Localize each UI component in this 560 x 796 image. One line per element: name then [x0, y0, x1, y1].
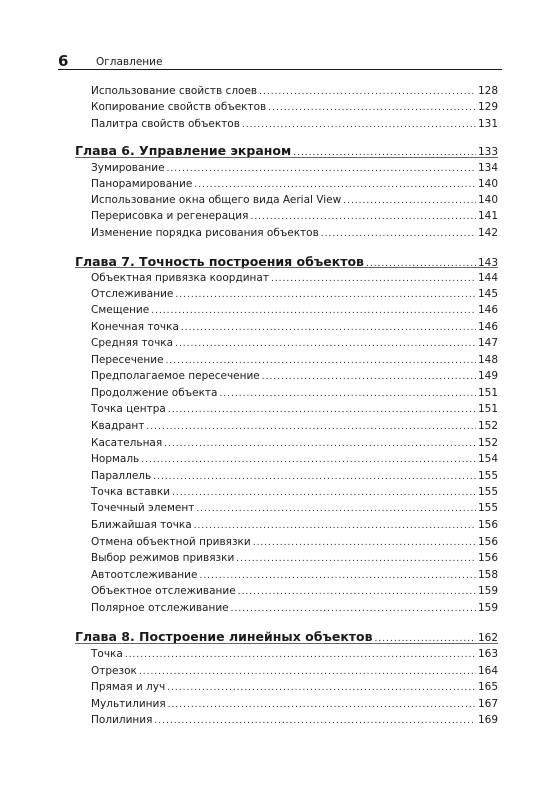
entry-title: Параллель [91, 470, 152, 482]
dot-leader [199, 571, 476, 581]
page-ref: 159 [477, 585, 498, 597]
toc-entry [91, 698, 498, 713]
toc-entry [91, 304, 498, 319]
page-ref: 145 [477, 288, 498, 300]
dot-leader [167, 164, 476, 174]
entry-title: Зумирование [91, 162, 165, 174]
page-ref: 143 [477, 257, 498, 269]
entry-title: Отрезок [91, 665, 137, 677]
dot-leader [321, 229, 476, 239]
toc-entry [91, 470, 498, 485]
toc-entry [91, 486, 498, 501]
page-ref: 155 [477, 470, 498, 482]
toc-entry [91, 178, 498, 193]
page-ref: 134 [477, 162, 498, 174]
toc-entry [91, 403, 498, 418]
entry-title: Палитра свойств объектов [91, 118, 240, 130]
page-ref: 156 [477, 552, 498, 564]
toc-entry [91, 118, 498, 133]
toc-entry [91, 602, 498, 617]
dot-leader [168, 700, 476, 710]
page-ref: 155 [477, 486, 498, 498]
toc-entry [91, 85, 498, 100]
chapter-title: Глава 8. Построение линейных объектов [75, 629, 373, 644]
chapter-rule [75, 157, 498, 158]
entry-title: Использование окна общего вида Aerial View [91, 194, 342, 206]
page-ref: 129 [477, 101, 498, 113]
toc-entry [91, 648, 498, 663]
dot-leader [141, 455, 476, 465]
toc-entry [91, 437, 498, 452]
toc-chapter-entry [75, 254, 498, 272]
page-ref: 155 [477, 502, 498, 514]
page-ref: 152 [477, 420, 498, 432]
toc-entry [91, 519, 498, 534]
dot-leader [172, 488, 476, 498]
dot-leader [153, 472, 476, 482]
entry-title: Изменение порядка рисования объектов [91, 227, 319, 239]
page-ref: 128 [477, 85, 498, 97]
page-ref: 149 [477, 370, 498, 382]
dot-leader [164, 439, 476, 449]
entry-title: Объектная привязка координат [91, 272, 269, 284]
entry-title: Полярное отслеживание [91, 602, 229, 614]
dot-leader [271, 274, 476, 284]
toc-entry [91, 552, 498, 567]
dot-leader [196, 504, 476, 514]
page-ref: 148 [477, 354, 498, 366]
dot-leader [238, 587, 476, 597]
toc-entry [91, 370, 498, 385]
dot-leader [175, 339, 476, 349]
entry-title: Прямая и луч [91, 681, 166, 693]
entry-title: Автоотслеживание [91, 569, 198, 581]
entry-title: Выбор режимов привязки [91, 552, 235, 564]
toc-entry [91, 162, 498, 177]
toc-entry [91, 387, 498, 402]
entry-title: Пересечение [91, 354, 164, 366]
page-ref: 146 [477, 304, 498, 316]
entry-title: Копирование свойств объектов [91, 101, 267, 113]
chapter-title: Глава 6. Управление экраном [75, 143, 292, 158]
chapter-rule [75, 267, 498, 268]
toc-entry [91, 354, 498, 369]
toc-entry [91, 337, 498, 352]
dot-leader [194, 180, 476, 190]
page-ref: 164 [477, 665, 498, 677]
toc-entry [91, 272, 498, 287]
page-ref: 162 [477, 632, 498, 644]
entry-title: Перерисовка и регенерация [91, 210, 249, 222]
toc-entry [91, 321, 498, 336]
entry-title: Смещение [91, 304, 150, 316]
toc-entry [91, 453, 498, 468]
page-ref: 158 [477, 569, 498, 581]
entry-title: Полилиния [91, 714, 153, 726]
entry-title: Ближайшая точка [91, 519, 192, 531]
toc-entry [91, 420, 498, 435]
page-ref: 163 [477, 648, 498, 660]
entry-title: Точка центра [91, 403, 166, 415]
page-ref: 156 [477, 536, 498, 548]
entry-title: Конечная точка [91, 321, 179, 333]
entry-title: Квадрант [91, 420, 145, 432]
toc-entry [91, 681, 498, 696]
dot-leader [219, 389, 475, 399]
page-ref: 146 [477, 321, 498, 333]
toc-entry [91, 585, 498, 600]
page-number: 6 [58, 52, 69, 70]
page-ref: 167 [477, 698, 498, 710]
page-ref: 165 [477, 681, 498, 693]
entry-title: Использование свойств слоев [91, 85, 258, 97]
toc-entry [91, 194, 498, 209]
entry-title: Предполагаемое пересечение [91, 370, 260, 382]
chapter-rule [75, 643, 498, 644]
dot-leader [253, 538, 476, 548]
toc-entry [91, 536, 498, 551]
dot-leader [166, 356, 476, 366]
dot-leader [146, 422, 476, 432]
page-ref: 144 [477, 272, 498, 284]
page-ref: 159 [477, 602, 498, 614]
dot-leader [268, 103, 476, 113]
page-ref: 156 [477, 519, 498, 531]
entry-title: Отслеживание [91, 288, 174, 300]
page-ref: 142 [477, 227, 498, 239]
toc-entry [91, 288, 498, 303]
toc-entry [91, 101, 498, 116]
toc-chapter-entry [75, 143, 498, 161]
toc-entry [91, 714, 498, 729]
toc-entry [91, 227, 498, 242]
dot-leader [242, 120, 476, 130]
dot-leader [139, 667, 476, 677]
dot-leader [194, 521, 476, 531]
page-ref: 151 [477, 387, 498, 399]
page-ref: 147 [477, 337, 498, 349]
entry-title: Отмена объектной привязки [91, 536, 251, 548]
dot-leader [236, 554, 476, 564]
toc-chapter-entry [75, 629, 498, 647]
page-ref: 169 [477, 714, 498, 726]
dot-leader [181, 323, 476, 333]
entry-title: Панорамирование [91, 178, 193, 190]
page-ref: 151 [477, 403, 498, 415]
dot-leader [154, 716, 476, 726]
page-ref: 152 [477, 437, 498, 449]
entry-title: Точка вставки [91, 486, 171, 498]
dot-leader [259, 87, 476, 97]
dot-leader [175, 290, 476, 300]
dot-leader [151, 306, 476, 316]
running-title: Оглавление [96, 56, 163, 68]
entry-title: Средняя точка [91, 337, 174, 349]
header-rule [58, 69, 502, 70]
dot-leader [167, 683, 476, 693]
dot-leader [231, 604, 476, 614]
toc-entry [91, 569, 498, 584]
dot-leader [125, 650, 476, 660]
entry-title: Продолжение объекта [91, 387, 218, 399]
page-ref: 131 [477, 118, 498, 130]
page-ref: 140 [477, 178, 498, 190]
entry-title: Объектное отслеживание [91, 585, 236, 597]
dot-leader [343, 196, 476, 206]
entry-title: Точечный элемент [91, 502, 195, 514]
dot-leader [250, 212, 476, 222]
page-ref: 141 [477, 210, 498, 222]
toc-entry [91, 210, 498, 225]
entry-title: Мультилиния [91, 698, 166, 710]
chapter-title: Глава 7. Точность построения объектов [75, 254, 364, 269]
toc-entry [91, 502, 498, 517]
page-ref: 133 [477, 146, 498, 158]
entry-title: Касательная [91, 437, 163, 449]
toc-entry [91, 665, 498, 680]
entry-title: Точка [91, 648, 123, 660]
dot-leader [262, 372, 476, 382]
page-ref: 140 [477, 194, 498, 206]
entry-title: Нормаль [91, 453, 140, 465]
dot-leader [168, 405, 476, 415]
page-ref: 154 [477, 453, 498, 465]
